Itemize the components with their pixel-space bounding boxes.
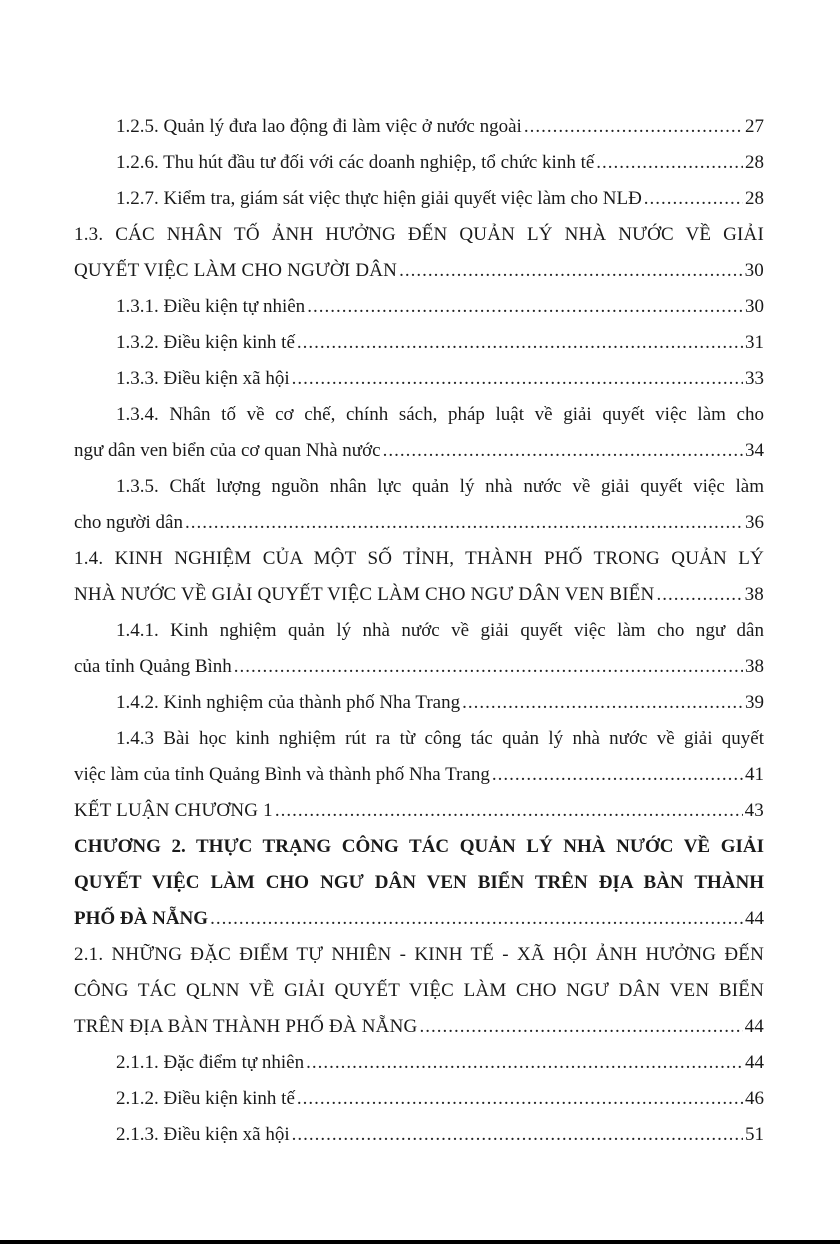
toc-entry-1-2-5[interactable]	[74, 109, 764, 145]
toc-entry-title-line-2: cho người dân	[74, 512, 183, 533]
toc-page-number: 30	[744, 260, 764, 281]
toc-page-number: 44	[744, 1016, 764, 1037]
dot-leader	[383, 433, 743, 469]
dot-leader	[297, 325, 743, 361]
toc-page-number: 41	[745, 764, 764, 785]
toc-entry-title-line-2: QUYẾT VIỆC LÀM CHO NGƯỜI DÂN	[74, 260, 398, 281]
toc-entry-title-line-2: việc làm của tỉnh Quảng Bình và thành phố Nha Trang	[74, 764, 490, 785]
toc-page-number: 28	[745, 188, 764, 209]
toc-page-number: 31	[745, 332, 764, 353]
dot-leader	[292, 361, 743, 397]
toc-entry-title-line-2: của tỉnh Quảng Bình	[74, 656, 232, 677]
toc-entry-2-1[interactable]	[74, 937, 764, 1045]
toc-entry-title-line-1: 1.4.1. Kinh nghiệm quản lý nhà nước về giải quyết việc làm cho ngư dân	[116, 620, 764, 641]
toc-page-number: 38	[744, 584, 764, 605]
toc-entry-title: 1.2.5. Quản lý đưa lao động đi làm việc ở nước ngoài	[116, 116, 522, 137]
dot-leader	[297, 1081, 743, 1117]
toc-entry-1-3-2[interactable]	[74, 325, 764, 361]
toc-entry-title-line-1: 1.3.5. Chất lượng nguồn nhân lực quản lý nhà nước về giải quyết việc làm	[116, 476, 764, 497]
toc-page-number: 51	[745, 1124, 764, 1145]
toc-page-number: 27	[745, 116, 764, 137]
toc-entry-1-2-6[interactable]	[74, 145, 764, 181]
dot-leader	[292, 1117, 743, 1153]
toc-page-number: 34	[745, 440, 764, 461]
toc-entry-ket-luan-chuong-1[interactable]	[74, 793, 764, 829]
toc-entry-title: 2.1.3. Điều kiện xã hội	[116, 1124, 290, 1145]
toc-entry-title: 1.3.1. Điều kiện tự nhiên	[116, 296, 306, 317]
toc-entry-1-4-2[interactable]	[74, 685, 764, 721]
toc-entry-1-4-3[interactable]	[74, 721, 764, 793]
toc-entry-title: 1.3.2. Điều kiện kinh tế	[116, 332, 295, 353]
toc-entry-1-4-1[interactable]	[74, 613, 764, 685]
toc-entry-title-line-3: TRÊN ĐỊA BÀN THÀNH PHỐ ĐÀ NẴNG	[74, 1016, 418, 1037]
dot-leader	[492, 757, 743, 793]
toc-page-number: 30	[745, 296, 764, 317]
toc-entry-title: 1.3.3. Điều kiện xã hội	[116, 368, 290, 389]
dot-leader	[596, 145, 743, 181]
toc-page-number: 33	[745, 368, 764, 389]
toc-entry-1-3-3[interactable]	[74, 361, 764, 397]
toc-entry-2-1-1[interactable]	[74, 1045, 764, 1081]
toc-entry-title-line-1: CHƯƠNG 2. THỰC TRẠNG CÔNG TÁC QUẢN LÝ NHÀ NƯỚC VỀ GIẢI	[74, 836, 764, 857]
dot-leader	[399, 253, 742, 289]
dot-leader	[644, 181, 743, 217]
toc-page-number: 43	[744, 800, 764, 821]
toc-page-number: 39	[745, 692, 764, 713]
toc-entry-title-line-1: 1.4.3 Bài học kinh nghiệm rút ra từ công tác quản lý nhà nước về giải quyết	[116, 728, 764, 749]
toc-page-number: 44	[745, 1052, 764, 1073]
toc-entry-1-3-1[interactable]	[74, 289, 764, 325]
toc-page-number: 28	[745, 152, 764, 173]
toc-entry-2-1-3[interactable]	[74, 1117, 764, 1153]
toc-entry-title: 2.1.1. Đặc điểm tự nhiên	[116, 1052, 305, 1073]
toc-entry-title: 1.2.7. Kiểm tra, giám sát việc thực hiện giải quyết việc làm cho NLĐ	[116, 188, 642, 209]
toc-entry-1-3-5[interactable]	[74, 469, 764, 541]
dot-leader	[210, 901, 743, 937]
toc-entry-1-3-4[interactable]	[74, 397, 764, 469]
toc-entry-title: KẾT LUẬN CHƯƠNG 1	[74, 800, 273, 821]
dot-leader	[234, 649, 743, 685]
toc-entry-title-line-1: 1.4. KINH NGHIỆM CỦA MỘT SỐ TỈNH, THÀNH PHỐ TRONG QUẢN LÝ	[74, 548, 764, 569]
toc-page-number: 44	[745, 908, 764, 929]
toc-entry-title-line-2: NHÀ NƯỚC VỀ GIẢI QUYẾT VIỆC LÀM CHO NGƯ DÂN VEN BIỂN	[74, 584, 655, 605]
toc-page-number: 38	[745, 656, 764, 677]
toc-entry-title-line-1: 1.3. CÁC NHÂN TỐ ẢNH HƯỞNG ĐẾN QUẢN LÝ NHÀ NƯỚC VỀ GIẢI	[74, 224, 764, 245]
toc-entry-chuong-2[interactable]	[74, 829, 764, 937]
toc-entry-title: 1.4.2. Kinh nghiệm của thành phố Nha Trang	[116, 692, 461, 713]
page-bottom-edge	[0, 1240, 840, 1244]
toc-entry-1-2-7[interactable]	[74, 181, 764, 217]
toc-entry-1-4[interactable]	[74, 541, 764, 613]
toc-entry-title-line-2: ngư dân ven biển của cơ quan Nhà nước	[74, 440, 381, 461]
table-of-contents	[74, 109, 764, 1153]
toc-entry-title: 1.2.6. Thu hút đầu tư đối với các doanh nghiệp, tổ chức kinh tế	[116, 152, 595, 173]
toc-page-number: 36	[745, 512, 764, 533]
dot-leader	[462, 685, 743, 721]
dot-leader	[419, 1009, 742, 1045]
toc-entry-title-line-2: CÔNG TÁC QLNN VỀ GIẢI QUYẾT VIỆC LÀM CHO NGƯ DÂN VEN BIỂN	[74, 980, 764, 1001]
toc-entry-2-1-2[interactable]	[74, 1081, 764, 1117]
dot-leader	[524, 109, 743, 145]
toc-entry-title-line-3: PHỐ ĐÀ NẴNG	[74, 908, 209, 929]
toc-entry-title-line-2: QUYẾT VIỆC LÀM CHO NGƯ DÂN VEN BIỂN TRÊN ĐỊA BÀN THÀNH	[74, 872, 764, 893]
dot-leader	[185, 505, 743, 541]
toc-page-number: 46	[745, 1088, 764, 1109]
toc-entry-title-line-1: 1.3.4. Nhân tố về cơ chế, chính sách, pháp luật về giải quyết việc làm cho	[116, 404, 764, 425]
dot-leader	[275, 793, 743, 829]
toc-entry-title: 2.1.2. Điều kiện kinh tế	[116, 1088, 295, 1109]
dot-leader	[307, 289, 743, 325]
toc-entry-1-3[interactable]	[74, 217, 764, 289]
toc-entry-title-line-1: 2.1. NHỮNG ĐẶC ĐIỂM TỰ NHIÊN - KINH TẾ - XÃ HỘI ẢNH HƯỞNG ĐẾN	[74, 944, 764, 965]
dot-leader	[306, 1045, 743, 1081]
dot-leader	[656, 577, 742, 613]
